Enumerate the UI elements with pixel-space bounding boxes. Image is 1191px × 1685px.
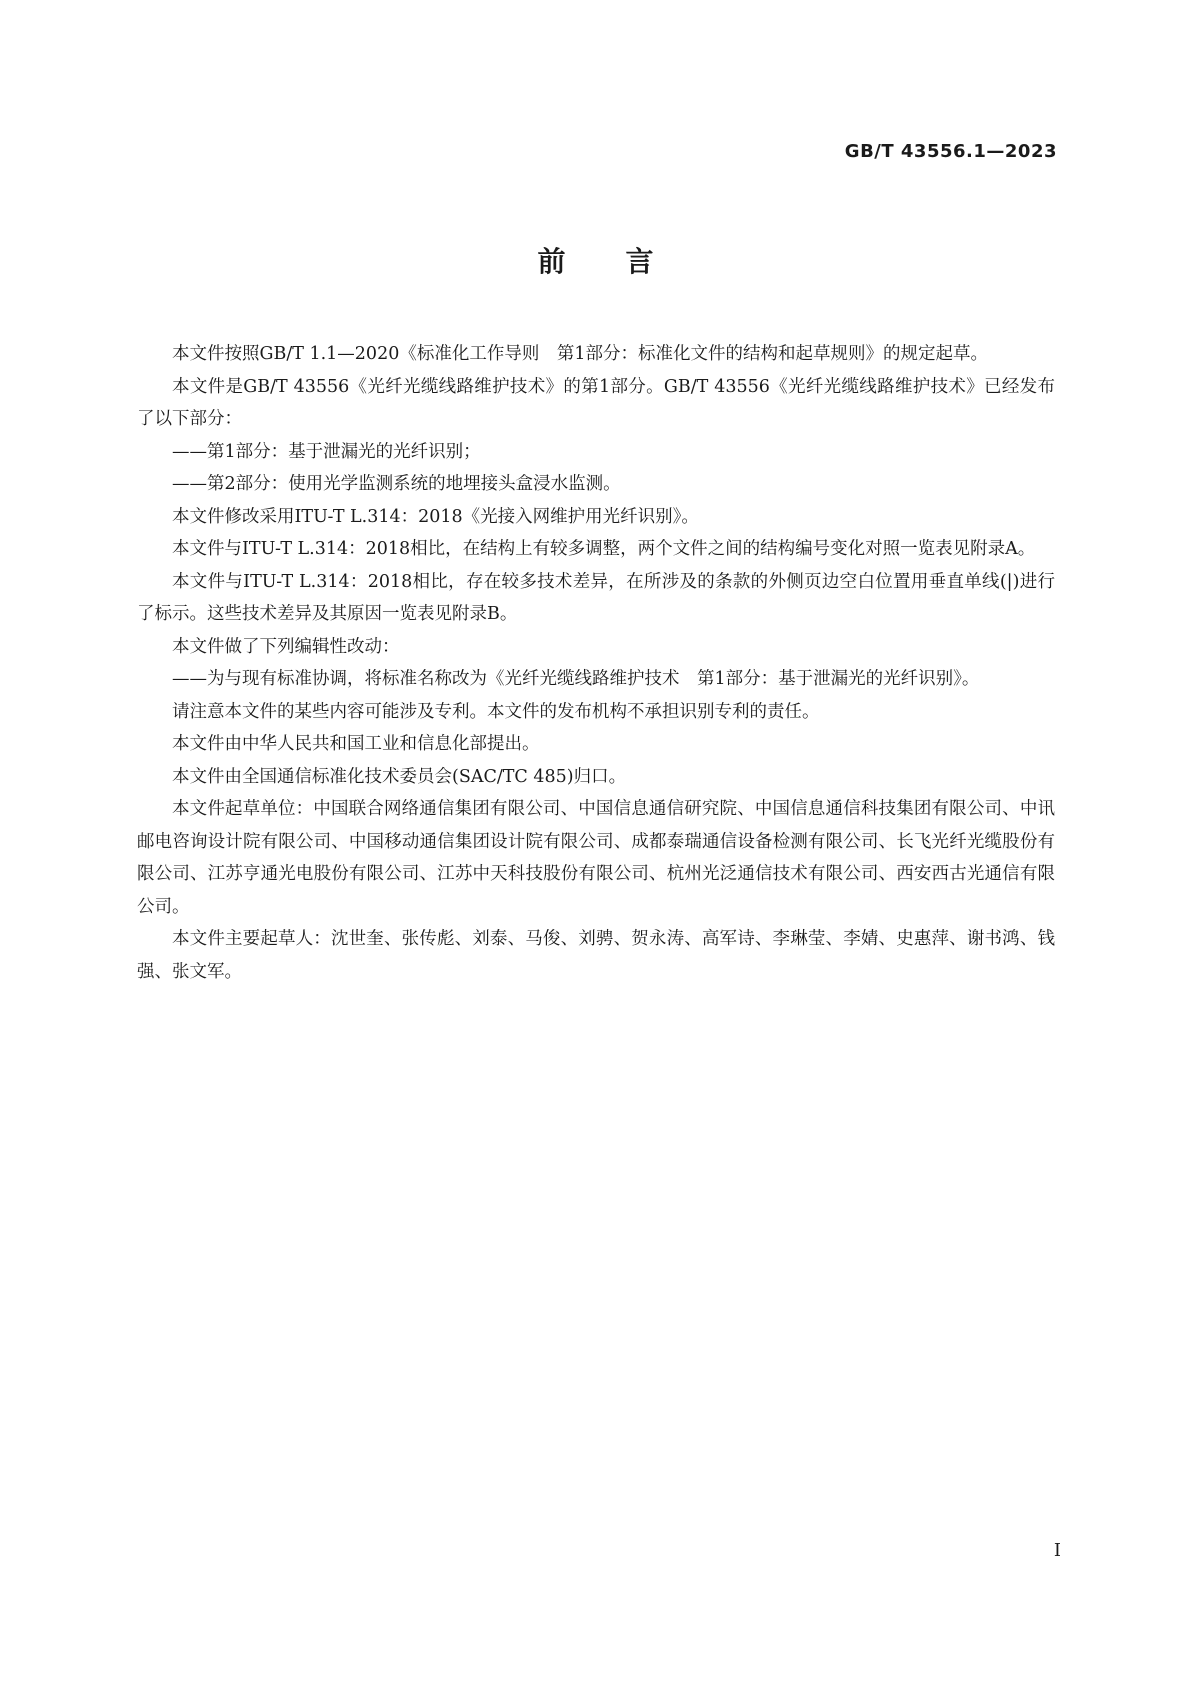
paragraph: 本文件由中华人民共和国工业和信息化部提出。 bbox=[172, 734, 540, 754]
paragraph: 本文件起草单位：中国联合网络通信集团有限公司、中国信息通信研究院、中国信息通信科技集团有限公司、中讯邮电咨询设计院有限公司、中国移动通信集团设计院有限公司、成都泰瑞通信设备检测有限公司、长飞光纤光缆股份有限公司、江苏亨通光电股份有限公司、江苏中天科技股份有限公司、杭州光泛通信技术有限公司、西安西古光通信有限公司。 bbox=[137, 799, 1055, 917]
paragraph: 本文件做了下列编辑性改动： bbox=[172, 636, 400, 657]
document-code: GB/T 43556.1—2023 bbox=[844, 141, 1057, 162]
paragraph: 本文件按照GB/T 1.1—2020《标准化工作导则 第1部分：标准化文件的结构和起草规则》的规定起草。 bbox=[172, 344, 988, 364]
paragraph: 本文件与ITU-T L.314：2018相比，在结构上有较多调整，两个文件之间的结构编号变化对照一览表见附录A。 bbox=[172, 539, 1036, 559]
preface-body bbox=[137, 338, 1055, 988]
paragraph: 本文件是GB/T 43556《光纤光缆线路维护技术》的第1部分。GB/T 43556《光纤光缆线路维护技术》已经发布了以下部分： bbox=[137, 376, 1055, 429]
dash-list-item: ——为与现有标准协调，将标准名称改为《光纤光缆线路维护技术 第1部分：基于泄漏光的光纤识别》。 bbox=[172, 669, 980, 689]
paragraph: 本文件修改采用ITU-T L.314：2018《光接入网维护用光纤识别》。 bbox=[172, 506, 699, 527]
page-title: 前言 bbox=[537, 245, 714, 278]
paragraph: 本文件主要起草人：沈世奎、张传彪、刘泰、马俊、刘骋、贺永涛、高军诗、李琳莹、李婧、史惠萍、谢书鸿、钱强、张文军。 bbox=[137, 929, 1055, 982]
paragraph: 本文件与ITU-T L.314：2018相比，存在较多技术差异，在所涉及的条款的外侧页边空白位置用垂直单线(|)进行了标示。这些技术差异及其原因一览表见附录B。 bbox=[137, 571, 1055, 624]
page-number: I bbox=[1053, 1540, 1061, 1561]
paragraph: 本文件由全国通信标准化技术委员会(SAC/TC 485)归口。 bbox=[172, 766, 627, 787]
dash-list-item: ——第1部分：基于泄漏光的光纤识别； bbox=[172, 441, 481, 462]
paragraph: 请注意本文件的某些内容可能涉及专利。本文件的发布机构不承担识别专利的责任。 bbox=[172, 701, 820, 722]
dash-list-item: ——第2部分：使用光学监测系统的地埋接头盒浸水监测。 bbox=[172, 474, 621, 494]
